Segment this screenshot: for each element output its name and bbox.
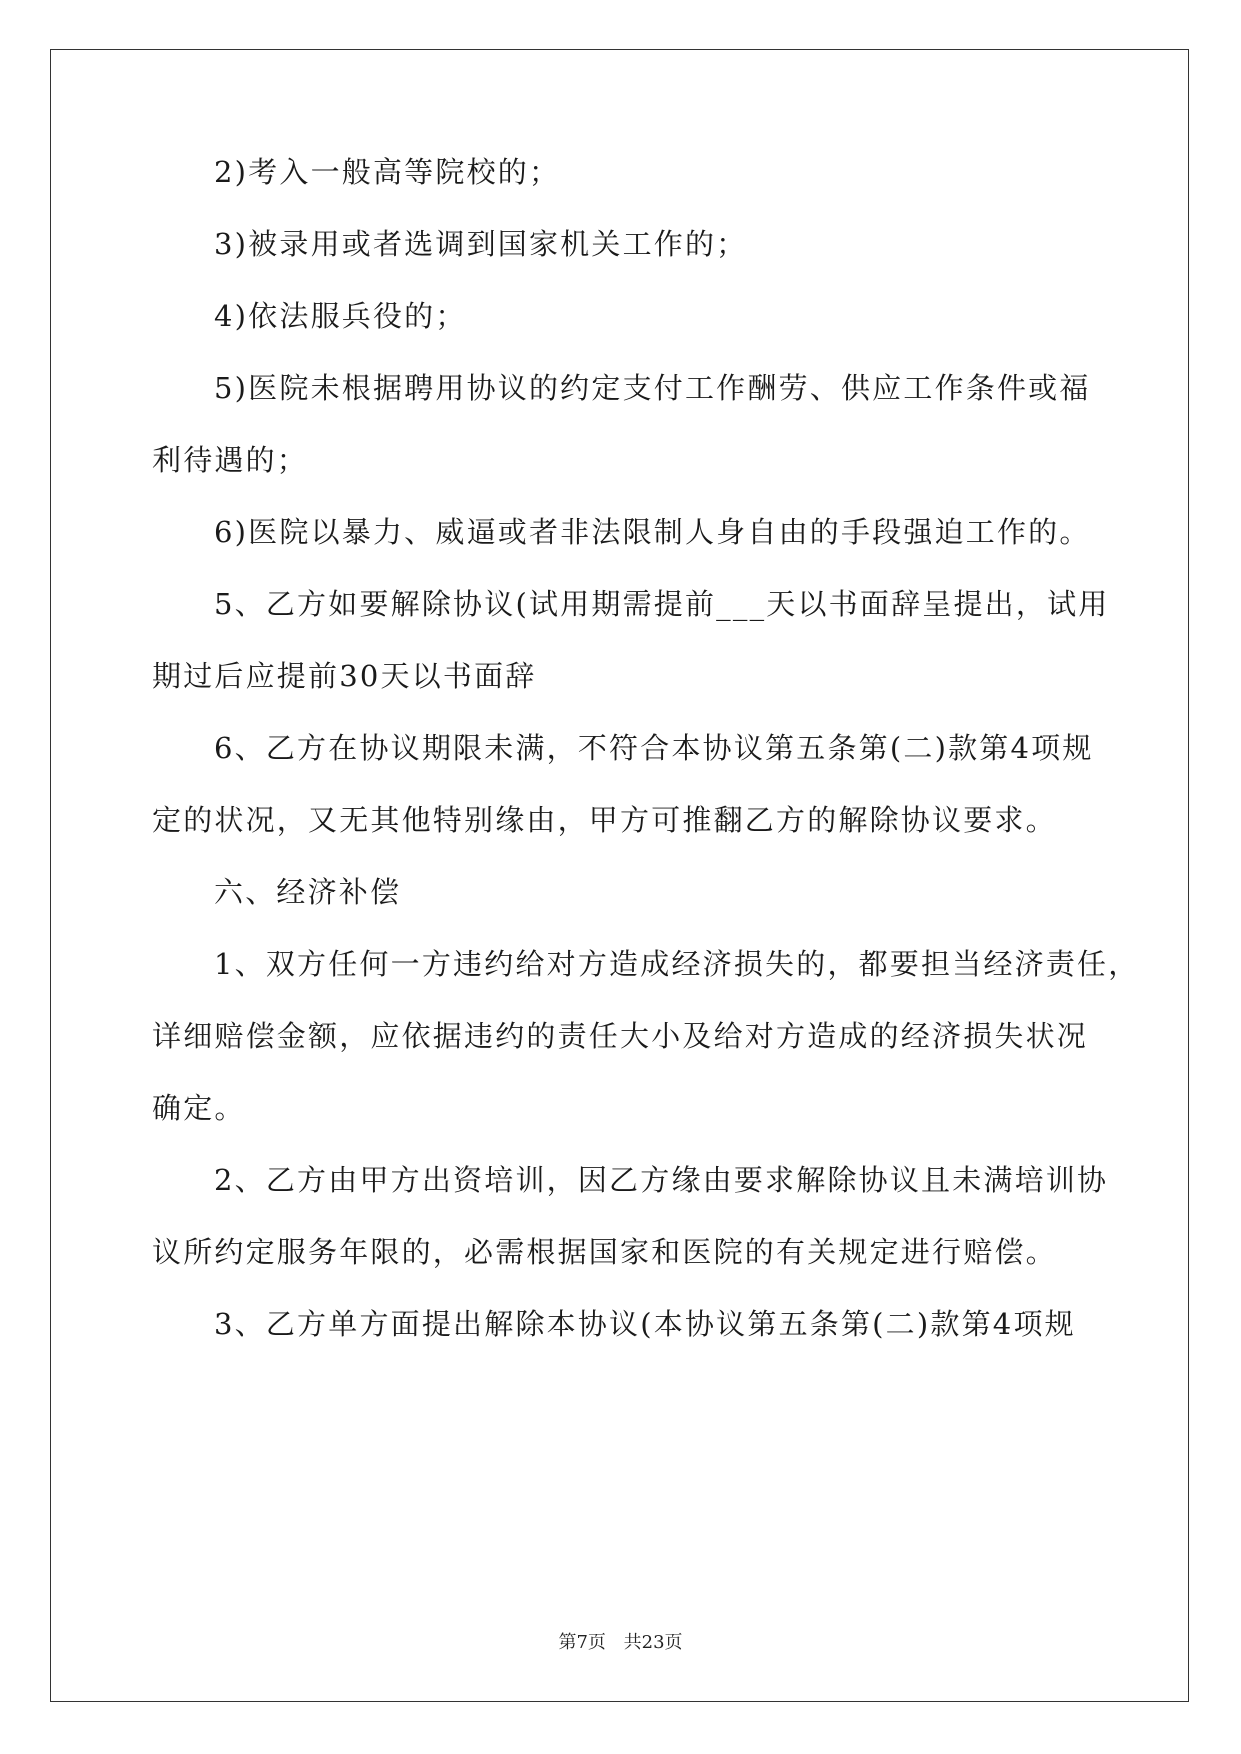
page-footer xyxy=(0,1628,1241,1654)
document-line: 5、乙方如要解除协议(试用期需提前___天以书面辞呈提出，试用 xyxy=(214,587,1110,621)
document-line: 6)医院以暴力、威逼或者非法限制人身自由的手段强迫工作的。 xyxy=(214,515,1091,549)
document-line: 3、乙方单方面提出解除本协议(本协议第五条第(二)款第4项规 xyxy=(214,1307,1076,1341)
document-line: 2)考入一般高等院校的； xyxy=(214,155,561,189)
document-line: 2、乙方由甲方出资培训，因乙方缘由要求解除协议且未满培训协 xyxy=(214,1163,1109,1197)
document-line: 议所约定服务年限的，必需根据国家和医院的有关规定进行赔偿。 xyxy=(152,1235,1057,1269)
section-heading: 六、经济补偿 xyxy=(214,875,402,909)
document-line: 详细赔偿金额，应依据违约的责任大小及给对方造成的经济损失状况 xyxy=(152,1019,1089,1053)
document-line: 1、双方任何一方违约给对方造成经济损失的，都要担当经济责任， xyxy=(214,947,1140,981)
document-line: 利待遇的； xyxy=(152,443,309,477)
document-line: 3)被录用或者选调到国家机关工作的； xyxy=(214,227,748,261)
document-line: 期过后应提前30天以书面辞 xyxy=(152,659,537,693)
document-line: 定的状况，又无其他特别缘由，甲方可推翻乙方的解除协议要求。 xyxy=(152,803,1057,837)
document-line: 6、乙方在协议期限未满，不符合本协议第五条第(二)款第4项规 xyxy=(214,731,1094,765)
document-line: 4)依法服兵役的； xyxy=(214,299,467,333)
document-line: 确定。 xyxy=(152,1091,246,1125)
document-line: 5)医院未根据聘用协议的约定支付工作酬劳、供应工作条件或福 xyxy=(214,371,1091,405)
current-page-number: 第7页 xyxy=(558,1632,606,1653)
total-pages: 共23页 xyxy=(623,1632,683,1653)
